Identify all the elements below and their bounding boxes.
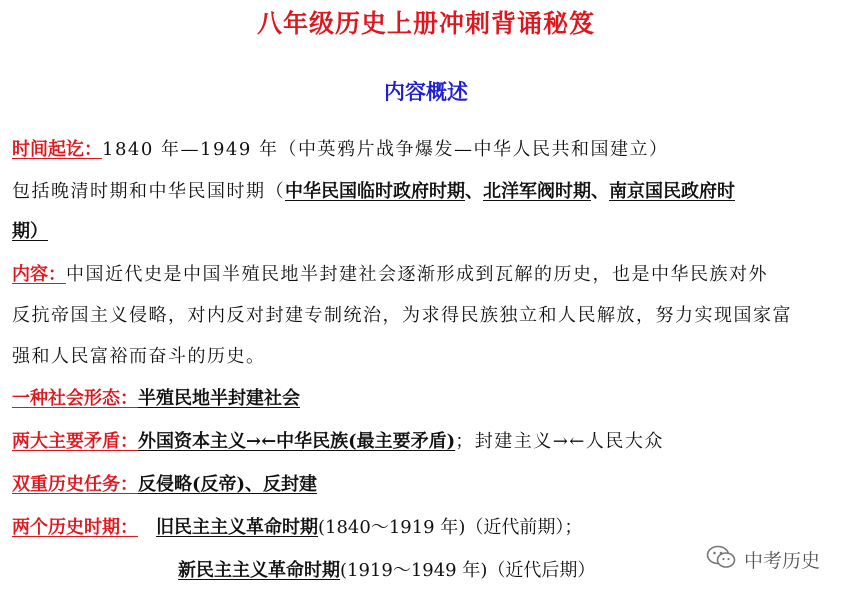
social-form-label: 一种社会形态： [12,388,138,409]
section-subtitle: 内容概述 [384,80,468,104]
social-form-row [12,386,848,412]
old-democratic-period: 旧民主主义革命时期 [156,517,318,538]
content-line-1: 中国近代史是中国半殖民地半封建社会逐渐形成到瓦解的历史，也是中华民族对外 [66,264,768,285]
time-text: 1840 年—1949 年（中英鸦片战争爆发—中华人民共和国建立） [102,139,669,160]
period-row [12,179,848,205]
page-title: 八年级历史上册冲刺背诵秘笈 [256,9,595,38]
period-item-nanjing-end: 期） [12,221,48,242]
period-separator: 、 [591,181,609,202]
content-line-3: 强和人民富裕而奋斗的历史。 [12,346,266,367]
periods-row-2 [178,558,698,584]
period-item-nanjing: 南京国民政府时 [609,181,735,202]
period-item-beiyang: 北洋军阀时期 [483,181,591,202]
contradictions-value-rest: ；封建主义→←人民大众 [455,431,664,452]
new-democratic-period-range: (1919～1949 年)（近代后期） [340,560,596,581]
period-separator: 、 [465,181,483,202]
new-democratic-period: 新民主主义革命时期 [178,560,340,581]
content-line-2: 反抗帝国主义侵略，对内反对封建专制统治，为求得民族独立和人民解放，努力实现国家富 [12,305,792,326]
watermark-text: 中考历史 [744,549,821,572]
periods-label: 两个历史时期： [12,517,138,538]
period-row-continued [12,219,848,245]
social-form-value: 半殖民地半封建社会 [138,388,300,409]
tasks-value: 反侵略(反帝)、反封建 [138,474,318,495]
wechat-icon [706,544,736,575]
old-democratic-period-range: (1840～1919 年)（近代前期）； [318,517,583,538]
period-item-provisional-government: 中华民国临时政府时期 [285,181,465,202]
content-label: 内容： [12,264,66,285]
contradictions-label: 两大主要矛盾： [12,431,138,452]
contradictions-value-main: 外国资本主义→←中华民族(最主要矛盾) [138,431,456,452]
contradictions-row [12,429,848,455]
content-row [12,262,848,288]
periods-row [12,515,848,541]
tasks-row [12,472,848,498]
time-span-row [12,137,848,163]
time-label: 时间起讫： [12,139,102,160]
period-lead: 包括晚清时期和中华民国时期（ [12,181,285,202]
account-watermark [706,544,820,574]
tasks-label: 双重历史任务： [12,474,138,495]
